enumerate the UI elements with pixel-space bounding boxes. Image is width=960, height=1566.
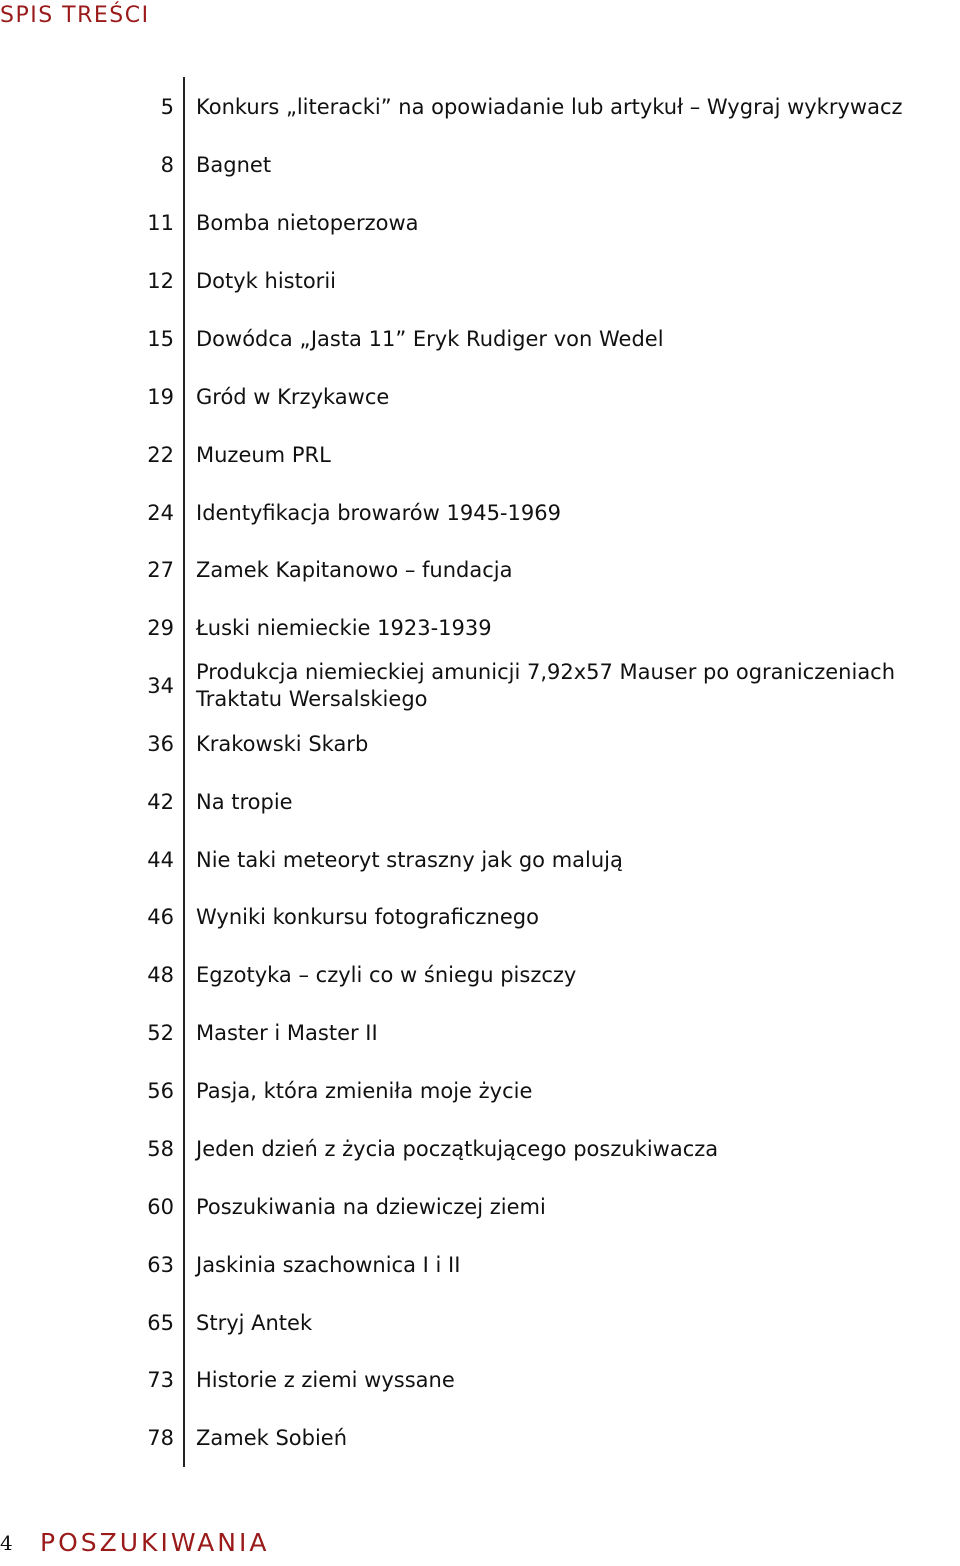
toc-entry[interactable] — [0, 80, 960, 134]
toc-entry[interactable] — [0, 196, 960, 250]
toc-entry[interactable] — [0, 1006, 960, 1060]
toc-title: Krakowski Skarb — [196, 731, 369, 756]
toc-page-number: 12 — [147, 269, 174, 293]
toc-entry[interactable] — [0, 601, 960, 655]
toc-title: Muzeum PRL — [196, 442, 331, 467]
toc-title: Jeden dzień z życia początkującego poszukiwacza — [196, 1136, 719, 1161]
toc-heading: SPIS TREŚCI — [0, 3, 150, 28]
toc-entry[interactable] — [0, 1411, 960, 1465]
toc-page-number: 73 — [147, 1368, 174, 1392]
toc-title: Jaskinia szachownica I i II — [196, 1252, 461, 1277]
toc-title: Egzotyka – czyli co w śniegu piszczy — [196, 962, 577, 987]
toc-title: Identyfikacja browarów 1945-1969 — [196, 500, 561, 525]
toc-title: Na tropie — [196, 789, 293, 814]
toc-entry[interactable] — [0, 1122, 960, 1176]
toc-page-number: 8 — [160, 153, 174, 177]
toc-page-number: 63 — [147, 1253, 174, 1277]
toc-page-number: 48 — [147, 963, 174, 987]
toc-entry[interactable] — [0, 890, 960, 944]
toc-entry[interactable] — [0, 1064, 960, 1118]
toc-title: Historie z ziemi wyssane — [196, 1367, 455, 1392]
toc-title: Dowódca „Jasta 11” Eryk Rudiger von Wedel — [196, 326, 664, 351]
toc-entry[interactable] — [0, 833, 960, 887]
toc-title: Konkurs „literacki” na opowiadanie lub artykuł – Wygraj wykrywacz — [196, 94, 903, 119]
toc-title: Gród w Krzykawce — [196, 384, 390, 409]
toc-title: Stryj Antek — [196, 1310, 313, 1335]
toc-page-number: 58 — [147, 1137, 174, 1161]
toc-entry[interactable] — [0, 1296, 960, 1350]
toc-entry[interactable] — [0, 138, 960, 192]
toc-page-number: 5 — [160, 95, 174, 119]
page-footer — [0, 1526, 960, 1566]
toc-page-number: 44 — [147, 848, 174, 872]
toc-page-number: 29 — [147, 616, 174, 640]
toc-entry[interactable] — [0, 659, 960, 713]
toc-page-number: 65 — [147, 1311, 174, 1335]
toc-entry[interactable] — [0, 428, 960, 482]
magazine-title: POSZUKIWANIA — [40, 1528, 270, 1557]
toc-page-number: 24 — [147, 501, 174, 525]
toc-page-number: 27 — [147, 558, 174, 582]
toc-entry[interactable] — [0, 948, 960, 1002]
toc-page-number: 11 — [147, 211, 174, 235]
toc-title: Zamek Kapitanowo – fundacja — [196, 557, 513, 582]
toc-title: Łuski niemieckie 1923-1939 — [196, 615, 492, 640]
toc-title: Wyniki konkursu fotograficznego — [196, 904, 539, 929]
toc-page-number: 36 — [147, 732, 174, 756]
toc-entry[interactable] — [0, 1238, 960, 1292]
toc-title: Bagnet — [196, 152, 272, 177]
toc-entry[interactable] — [0, 486, 960, 540]
toc-page-number: 46 — [147, 905, 174, 929]
toc-title: Produkcja niemieckiej amunicji 7,92x57 Mauser po ograniczeniach Traktatu Wersalskiego — [196, 660, 896, 711]
toc-title: Bomba nietoperzowa — [196, 210, 419, 235]
toc-page-number: 56 — [147, 1079, 174, 1103]
toc-page-number: 42 — [147, 790, 174, 814]
toc-entry[interactable] — [0, 370, 960, 424]
toc-title: Dotyk historii — [196, 268, 336, 293]
toc-page-number: 34 — [147, 674, 174, 698]
toc-entry[interactable] — [0, 254, 960, 308]
toc-entry[interactable] — [0, 775, 960, 829]
toc-page-number: 15 — [147, 327, 174, 351]
toc-entry[interactable] — [0, 1180, 960, 1234]
toc-entry[interactable] — [0, 312, 960, 366]
toc-page-number: 19 — [147, 385, 174, 409]
toc-page-number: 78 — [147, 1426, 174, 1450]
toc-title: Nie taki meteoryt straszny jak go malują — [196, 847, 623, 872]
toc-page-number: 60 — [147, 1195, 174, 1219]
toc-entry[interactable] — [0, 717, 960, 771]
toc-title: Poszukiwania na dziewiczej ziemi — [196, 1194, 546, 1219]
toc-entry[interactable] — [0, 1353, 960, 1407]
toc-entry[interactable] — [0, 543, 960, 597]
toc-page-number: 22 — [147, 443, 174, 467]
footer-page-number: 4 — [0, 1531, 13, 1555]
toc-title: Pasja, która zmieniła moje życie — [196, 1078, 533, 1103]
toc-title: Zamek Sobień — [196, 1425, 348, 1450]
toc-title: Master i Master II — [196, 1020, 378, 1045]
toc-page-number: 52 — [147, 1021, 174, 1045]
